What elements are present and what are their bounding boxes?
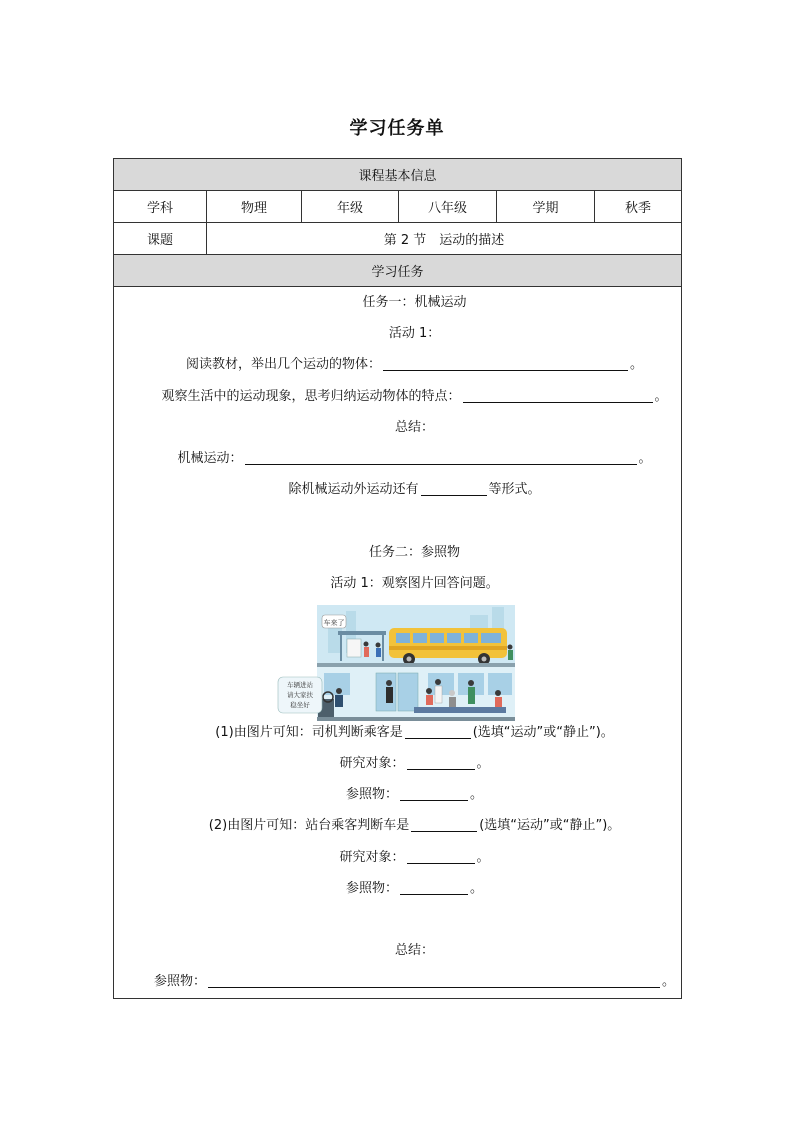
page-title: 学习任务单	[349, 118, 445, 139]
task2-question-1: (1)由图片可知：司机判断乘客是 (选填“运动”或“静止”)。	[215, 724, 614, 740]
task2-summary: 总结：	[395, 943, 435, 959]
task1-activity: 活动 1：	[388, 326, 441, 342]
task2-q1-object: 研究对象： 。	[339, 756, 490, 772]
task1-definition: 机械运动： 。	[177, 450, 652, 466]
task1-question-1: 阅读教材，举出几个运动的物体： 。	[186, 357, 644, 373]
task1-definition-blank[interactable]	[245, 449, 637, 465]
task1-other-forms: 除机械运动外运动还有 等形式。	[288, 482, 541, 498]
task2-q1-answer-blank[interactable]	[405, 723, 471, 739]
task2-q2-reference-blank[interactable]	[400, 879, 468, 895]
task2-q1-reference-blank[interactable]	[400, 785, 468, 801]
task2-activity: 活动 1：观察图片回答问题。	[330, 575, 499, 591]
task1-title: 任务一：机械运动	[362, 295, 467, 310]
bus-scene-image	[114, 603, 682, 723]
task1-q2-answer-blank[interactable]	[463, 387, 653, 403]
task1-q1-answer-blank[interactable]	[383, 355, 628, 371]
bus-illustration	[114, 603, 681, 713]
term-value: 秋季	[595, 191, 682, 223]
grade-label: 年级	[302, 191, 399, 223]
subject-value: 物理	[207, 191, 302, 223]
task2-q2-object-blank[interactable]	[407, 848, 475, 864]
svg-text:请大家扶: 请大家扶	[287, 690, 313, 699]
grade-value: 八年级	[399, 191, 497, 223]
task2-title: 任务二：参照物	[369, 544, 461, 560]
svg-text:稳坐好: 稳坐好	[290, 700, 310, 709]
learning-tasks-header: 学习任务	[114, 255, 682, 287]
task-sheet-table	[113, 158, 682, 999]
tasks-body	[114, 287, 682, 999]
task2-q2-object: 研究对象： 。	[339, 849, 490, 865]
task1-summary: 总结：	[395, 419, 435, 435]
speech-bubble-top: 车来了	[323, 618, 345, 627]
task2-q2-reference: 参照物： 。	[346, 880, 484, 896]
task2-summary-reference-blank[interactable]	[208, 972, 660, 988]
svg-text:车辆进站: 车辆进站	[287, 680, 313, 689]
term-label: 学期	[497, 191, 595, 223]
task2-q1-object-blank[interactable]	[407, 754, 475, 770]
course-info-header: 课程基本信息	[114, 159, 682, 191]
task2-q2-answer-blank[interactable]	[411, 816, 477, 832]
task1-other-forms-blank[interactable]	[421, 480, 487, 496]
subject-label: 学科	[114, 191, 207, 223]
task2-question-2: (2)由图片可知：站台乘客判断车是 (选填“运动”或“静止”)。	[208, 818, 621, 834]
task2-q1-reference: 参照物： 。	[346, 787, 484, 803]
task2-summary-reference: 参照物： 。	[154, 974, 676, 990]
topic-label: 课题	[114, 223, 207, 255]
topic-value: 第 2 节 运动的描述	[207, 223, 682, 255]
task1-question-2: 观察生活中的运动现象，思考归纳运动物体的特点： 。	[161, 388, 668, 404]
